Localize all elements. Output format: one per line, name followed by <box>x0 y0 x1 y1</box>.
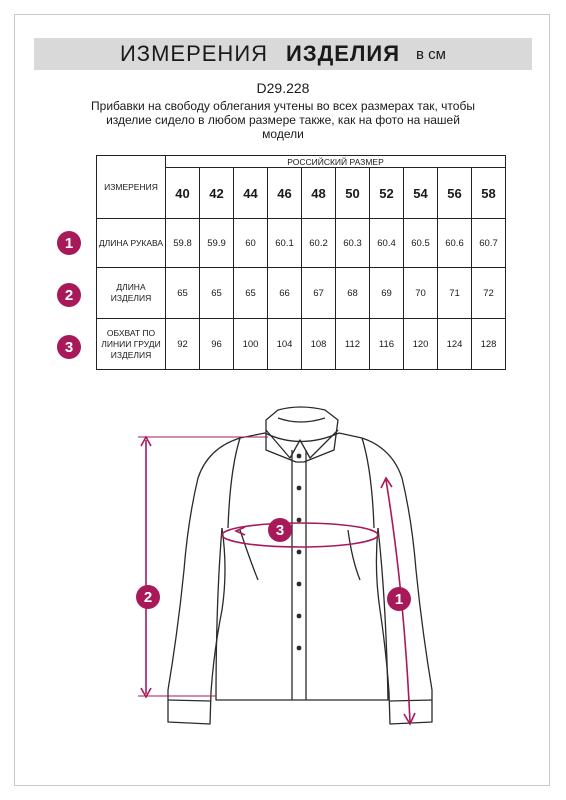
size-cell: 56 <box>438 168 472 219</box>
measurement-lines <box>138 437 415 724</box>
value-cell: 116 <box>370 319 404 370</box>
chest-marker: 3 <box>268 518 292 542</box>
value-cell: 65 <box>166 268 200 319</box>
button-dots <box>297 454 302 651</box>
row-label: ДЛИНА РУКАВА <box>97 219 166 268</box>
size-cell: 42 <box>200 168 234 219</box>
size-cell: 58 <box>472 168 506 219</box>
value-cell: 60.6 <box>438 219 472 268</box>
value-cell: 60.4 <box>370 219 404 268</box>
size-cell: 52 <box>370 168 404 219</box>
title-part1: ИЗМЕРЕНИЯ <box>119 41 269 66</box>
value-cell: 67 <box>302 268 336 319</box>
value-cell: 66 <box>268 268 302 319</box>
value-cell: 60.7 <box>472 219 506 268</box>
title-unit: в см <box>416 45 446 63</box>
value-cell: 59.9 <box>200 219 234 268</box>
size-cell: 40 <box>166 168 200 219</box>
value-cell: 60.3 <box>336 219 370 268</box>
value-cell: 65 <box>200 268 234 319</box>
value-cell: 60.5 <box>404 219 438 268</box>
size-cell: 48 <box>302 168 336 219</box>
value-cell: 60 <box>234 219 268 268</box>
value-cell: 69 <box>370 268 404 319</box>
value-cell: 100 <box>234 319 268 370</box>
value-cell: 112 <box>336 319 370 370</box>
size-cell: 44 <box>234 168 268 219</box>
size-cell: 46 <box>268 168 302 219</box>
value-cell: 60.1 <box>268 219 302 268</box>
value-cell: 108 <box>302 319 336 370</box>
value-cell: 72 <box>472 268 506 319</box>
value-cell: 71 <box>438 268 472 319</box>
size-cell: 50 <box>336 168 370 219</box>
row-label: ОБХВАТ ПО ЛИНИИ ГРУДИ ИЗДЕЛИЯ <box>97 319 166 370</box>
measurement-header: ИЗМЕРЕНИЯ <box>97 156 166 219</box>
title-part2: ИЗДЕЛИЯ <box>286 41 401 66</box>
row-number-badge: 2 <box>57 283 81 307</box>
value-cell: 59.8 <box>166 219 200 268</box>
value-cell: 60.2 <box>302 219 336 268</box>
fit-note: Прибавки на свободу облегания учтены во всех размерах так, чтобы изделие сидело в любом размере также, как на фото на нашей модели <box>91 99 475 141</box>
size-cell: 54 <box>404 168 438 219</box>
length-marker: 2 <box>136 585 160 609</box>
value-cell: 128 <box>472 319 506 370</box>
article-code: D29.228 <box>256 80 310 96</box>
row-number-badge: 3 <box>57 335 81 359</box>
value-cell: 92 <box>166 319 200 370</box>
size-group-header: РОССИЙСКИЙ РАЗМЕР <box>166 156 506 168</box>
value-cell: 104 <box>268 319 302 370</box>
value-cell: 65 <box>234 268 268 319</box>
value-cell: 68 <box>336 268 370 319</box>
value-cell: 70 <box>404 268 438 319</box>
row-number-badge: 1 <box>57 231 81 255</box>
value-cell: 124 <box>438 319 472 370</box>
sleeve-marker: 1 <box>387 587 411 611</box>
value-cell: 120 <box>404 319 438 370</box>
row-label: ДЛИНА ИЗДЕЛИЯ <box>97 268 166 319</box>
value-cell: 96 <box>200 319 234 370</box>
